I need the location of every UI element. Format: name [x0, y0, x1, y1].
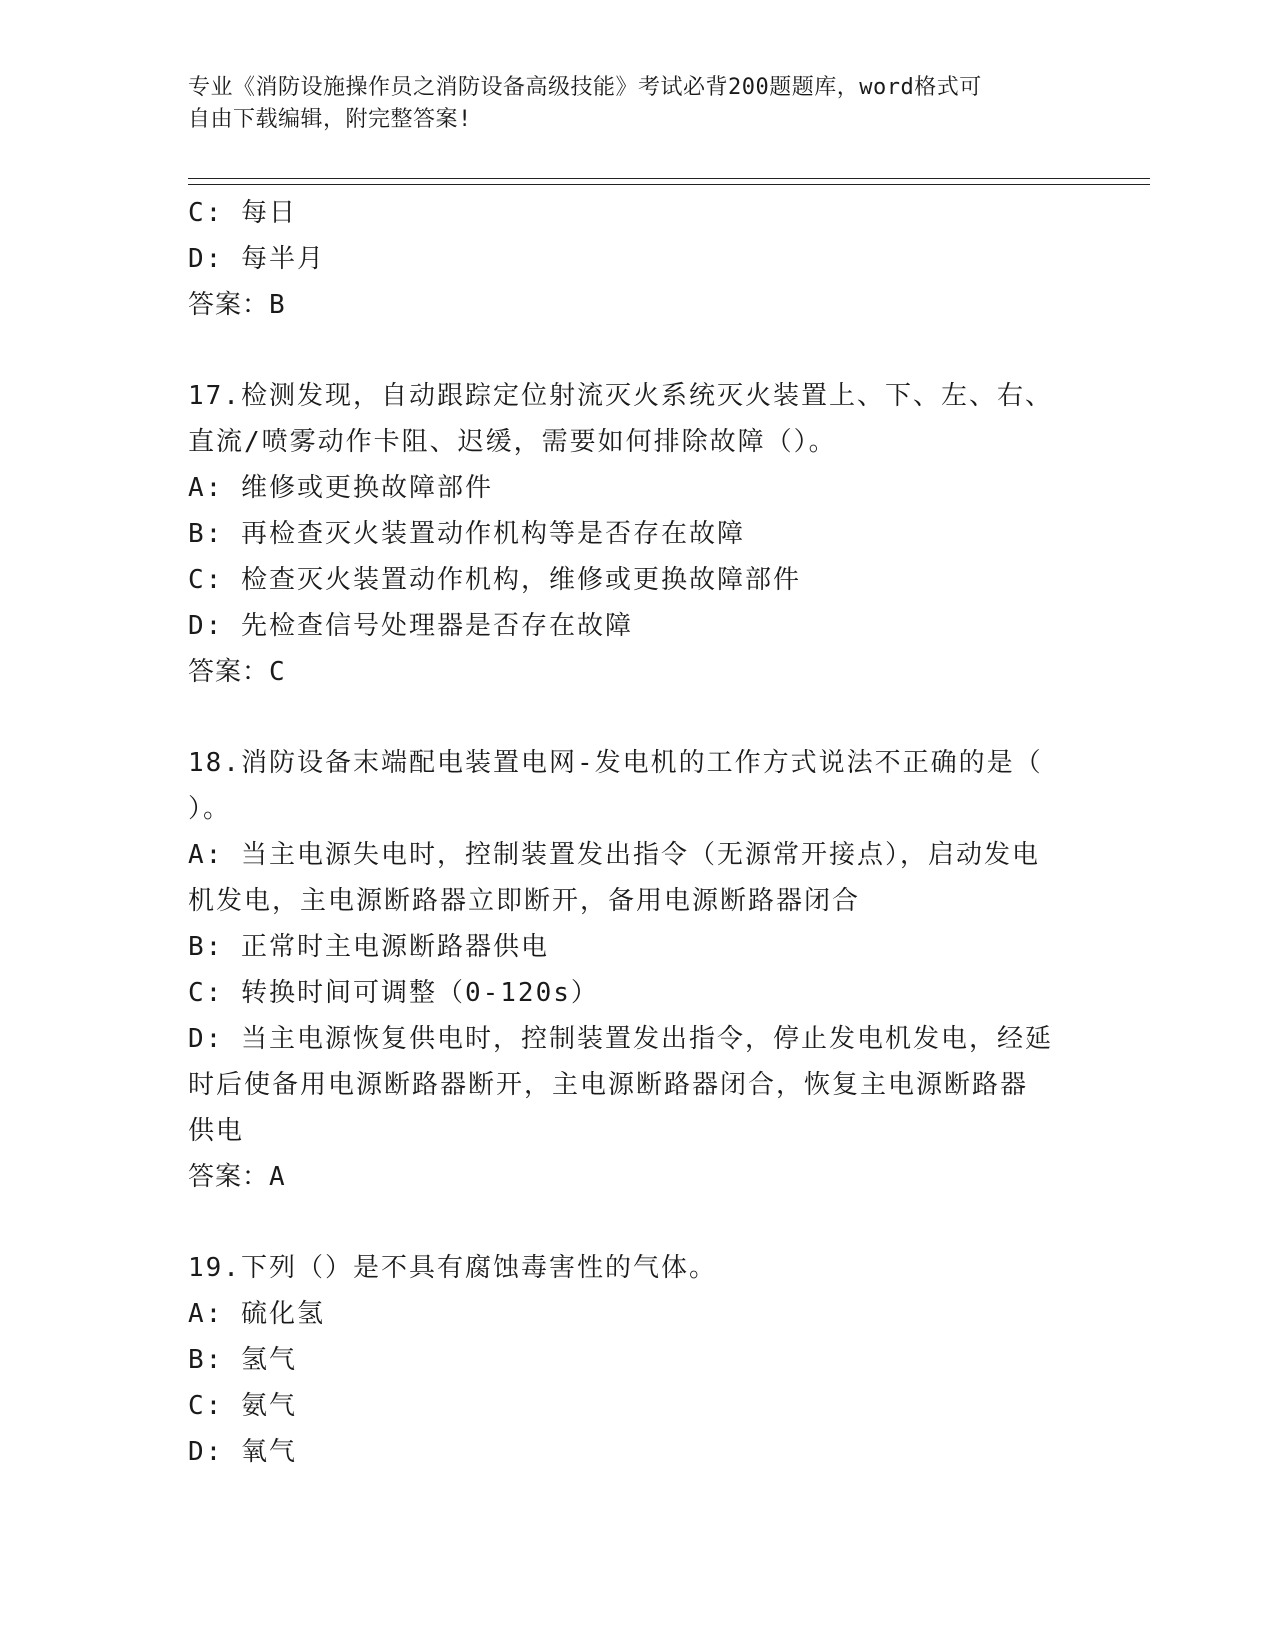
option-c: C: 每日: [188, 198, 297, 228]
answer: 答案：C: [188, 657, 286, 687]
option-a: A: 当主电源失电时，控制装置发出指令（无源常开接点），启动发电: [188, 840, 1040, 870]
option-d: D: 氧气: [188, 1437, 297, 1467]
spacer: [188, 328, 1088, 373]
question-18: [188, 740, 1088, 1200]
header-line-1: 专业《消防设施操作员之消防设备高级技能》考试必背200题题库，word格式可: [188, 75, 982, 100]
question-16: [188, 190, 1088, 328]
question-19: [188, 1245, 1088, 1475]
header-divider-bottom: [188, 184, 1150, 185]
option-b: B: 氢气: [188, 1345, 297, 1375]
question-stem-line: 直流/喷雾动作卡阻、迟缓，需要如何排除故障（）。: [188, 427, 837, 457]
option-c: C: 检查灭火装置动作机构，维修或更换故障部件: [188, 565, 801, 595]
question-stem-line: 17.检测发现，自动跟踪定位射流灭火系统灭火装置上、下、左、右、: [188, 381, 1053, 411]
question-stem-line: 19.下列（）是不具有腐蚀毒害性的气体。: [188, 1253, 717, 1283]
option-d: D: 当主电源恢复供电时，控制装置发出指令，停止发电机发电，经延: [188, 1024, 1053, 1054]
answer: 答案：B: [188, 290, 286, 320]
option-a: A: 维修或更换故障部件: [188, 473, 493, 503]
option-a: A: 硫化氢: [188, 1299, 325, 1329]
option-d-continued: 时后使备用电源断路器断开，主电源断路器闭合，恢复主电源断路器: [188, 1070, 1029, 1100]
question-stem-line: 18.消防设备末端配电装置电网-发电机的工作方式说法不正确的是（: [188, 748, 1043, 778]
option-b: B: 再检查灭火装置动作机构等是否存在故障: [188, 519, 745, 549]
option-c: C: 转换时间可调整（0-120s）: [188, 978, 599, 1008]
page-header: [188, 72, 1068, 136]
spacer: [188, 1200, 1088, 1245]
answer: 答案：A: [188, 1162, 286, 1192]
header-divider-top: [188, 178, 1150, 179]
question-17: [188, 373, 1088, 695]
question-stem-line: ）。: [188, 794, 232, 824]
option-d-continued: 供电: [188, 1116, 245, 1146]
option-c: C: 氨气: [188, 1391, 297, 1421]
spacer: [188, 695, 1088, 740]
option-d: D: 先检查信号处理器是否存在故障: [188, 611, 633, 641]
option-b: B: 正常时主电源断路器供电: [188, 932, 549, 962]
header-line-2: 自由下载编辑，附完整答案!: [188, 107, 472, 132]
option-d: D: 每半月: [188, 244, 325, 274]
option-a-continued: 机发电，主电源断路器立即断开，备用电源断路器闭合: [188, 886, 861, 916]
question-content: [188, 190, 1088, 1475]
